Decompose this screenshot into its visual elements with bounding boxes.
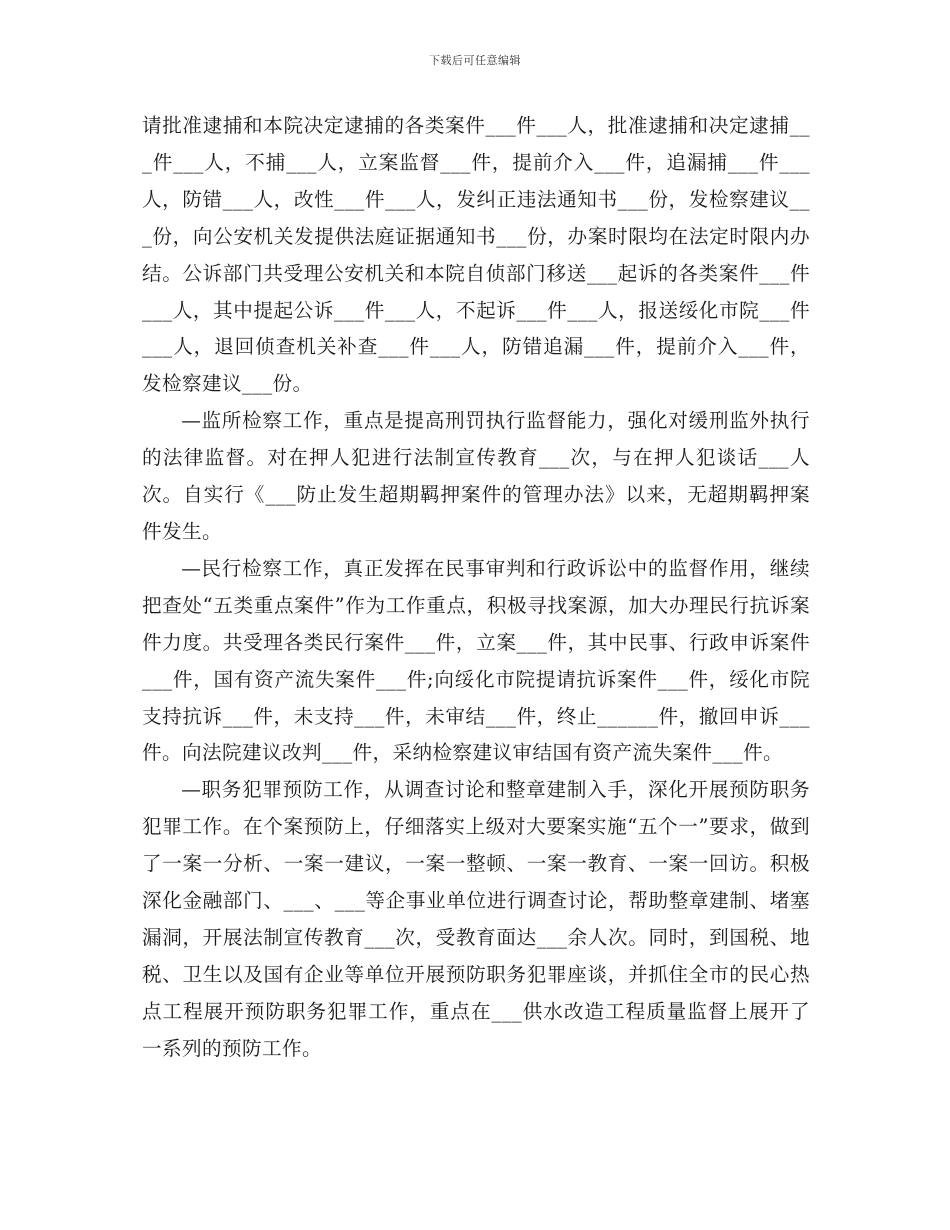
paragraph-crime-prevention: —职务犯罪预防工作，从调查讨论和整章建制入手，深化开展预防职务犯罪工作。在个案预防上，仔细落实上级对大要案实施“五个一”要求，做到了一案一分析、一案一建议，一案一整顿、一案一教育、一案一回访。积极深化金融部门、___、___等企事业单位进行调查讨论，帮助整章建制、堵塞漏洞，开展法制宣传教育___次，受教育面达___余人次。同时，到国税、地税、卫生以及国有企业等单位开展预防职务犯罪座谈，并抓住全市的民心热点工程展开预防职务犯罪工作，重点在___供水改造工程质量监督上展开了一系列的预防工作。 [142,778,810,1060]
page-header: 下载后可任意编辑 [429,54,521,67]
paragraph-civil-administrative-inspection: —民行检察工作，真正发挥在民事审判和行政诉讼中的监督作用，继续把查处“五类重点案件”作为工作重点，积极寻找案源，加大办理民行抗诉案件力度。共受理各类民行案件___件，立案___件，其中民事、行政申诉案件___件，国有资产流失案件___件;向绥化市院提请抗诉案件___件，绥化市院支持抗诉___件，未支持___件，未审结___件，终止______件，撤回申诉___件。向法院建议改判___件，采纳检察建议审结国有资产流失案件___件。 [142,556,810,765]
paragraph-prison-inspection: —监所检察工作，重点是提高刑罚执行监督能力，强化对缓刑监外执行的法律监督。对在押人犯进行法制宣传教育___次，与在押人犯谈话___人次。自实行《___防止发生超期羁押案件的管理办法》以来，无超期羁押案件发生。 [142,409,810,543]
paragraph-prosecution-statistics: 请批准逮捕和本院决定逮捕的各类案件___件___人，批准逮捕和决定逮捕___件___人，不捕___人，立案监督___件，提前介入___件，追漏捕___件___人，防错___人，改性___件___人，发纠正违法通知书___份，发检察建议___份，向公安机关发提供法庭证据通知书___份，办案时限均在法定时限内办结。公诉部门共受理公安机关和本院自侦部门移送___起诉的各类案件___件___人，其中提起公诉___件___人，不起诉___件___人，报送绥化市院___件___人，退回侦查机关补查___件___人，防错追漏___件，提前介入___件，发检察建议___份。 [142,114,810,396]
document-body [142,108,810,1068]
